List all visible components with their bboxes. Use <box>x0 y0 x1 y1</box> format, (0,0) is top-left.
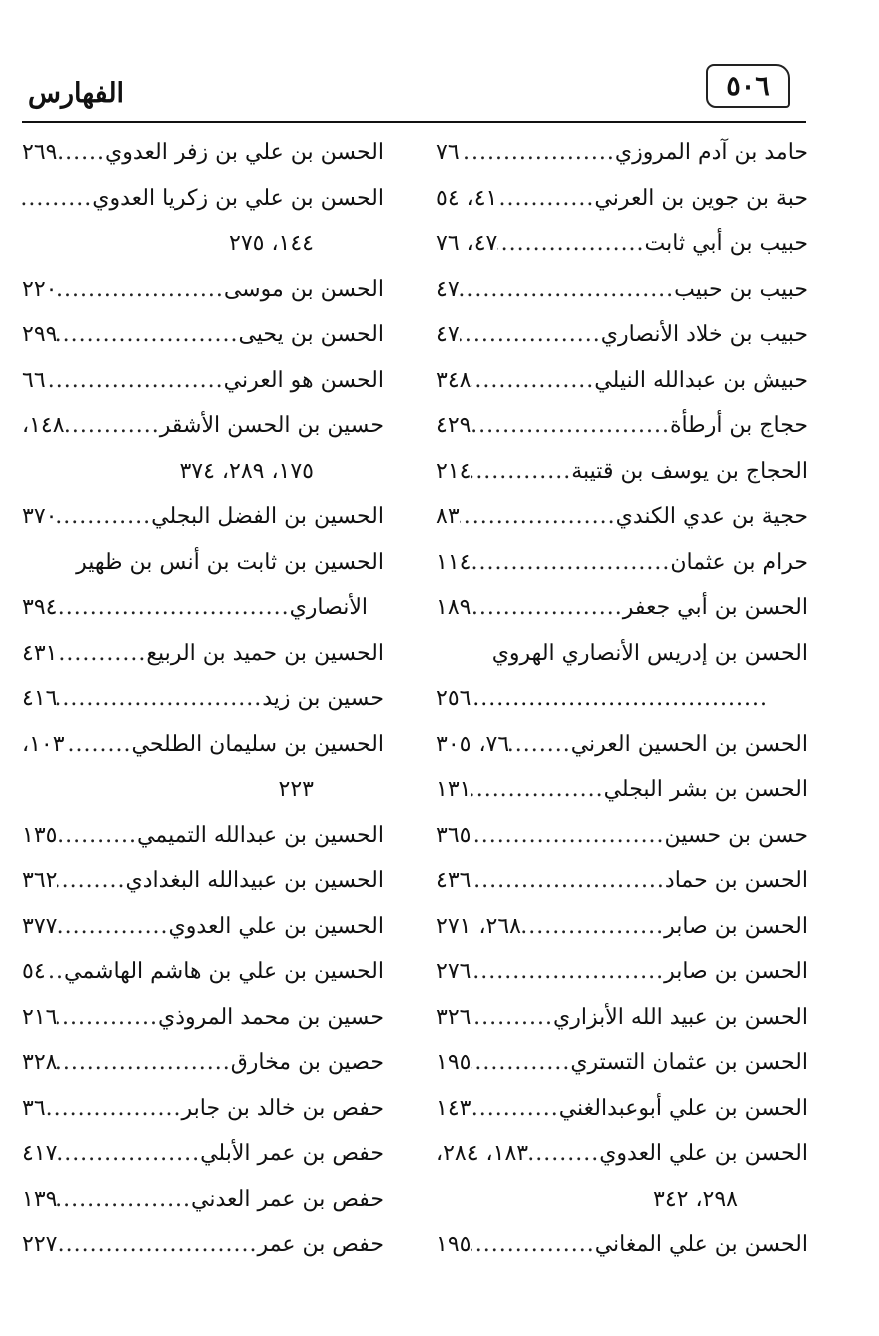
index-column-right <box>436 130 808 1268</box>
entry-pages: ١٣٥ <box>22 822 58 848</box>
entry-name: الحسن بن الحسين العرني <box>570 731 808 757</box>
entry-name: الحسين بن سليمان الطلحي <box>131 731 384 757</box>
leader-dots <box>57 1177 191 1223</box>
leader-dots <box>528 1131 599 1177</box>
leader-dots <box>57 995 158 1041</box>
entry-name: الحسن بن حماد <box>664 868 808 893</box>
index-entry <box>22 676 384 722</box>
index-entry <box>22 949 384 995</box>
entry-name: الحسن بن يحيى <box>238 322 384 347</box>
entry-name: الحسن بن علي أبوعبدالغني <box>558 1095 808 1121</box>
index-entry <box>436 585 808 631</box>
index-entry <box>22 358 384 404</box>
entry-pages: ١٩٥ <box>436 1050 472 1075</box>
leader-dots <box>471 1086 558 1132</box>
entry-name: الحسن بن علي المغاني <box>594 1232 808 1257</box>
entry-name: حفص بن خالد بن جابر <box>181 1095 384 1121</box>
entry-name: حبيش بن عبدالله النيلي <box>594 367 808 393</box>
leader-dots <box>471 767 603 813</box>
leader-dots <box>460 494 616 540</box>
index-entry <box>22 1222 384 1268</box>
entry-name: الحسن بن علي العدوي <box>599 1141 808 1166</box>
index-entry <box>436 267 808 313</box>
leader-dots <box>471 1040 570 1086</box>
entry-name: حبة بن جوين بن العرني <box>594 185 808 211</box>
leader-dots <box>471 813 664 859</box>
entry-pages: ١١٤ <box>436 549 472 575</box>
entry-pages: ٢٧٦ <box>436 959 472 984</box>
entry-name: حفص بن عمر <box>257 1232 384 1257</box>
entry-pages: ٤١٦ <box>22 686 58 711</box>
leader-dots <box>471 676 768 722</box>
leader-dots <box>509 722 571 768</box>
entry-name: حسين بن الحسن الأشقر <box>159 413 384 438</box>
entry-pages: ١٤٨، <box>22 413 65 438</box>
entry-name: حسين بن محمد المروذي <box>157 1004 384 1030</box>
entry-name: الحسين بن الفضل البجلي <box>151 504 384 529</box>
entry-pages: ٣٦ <box>22 1095 46 1121</box>
entry-pages: ٢٥٦ <box>436 686 472 711</box>
entry-pages: ١٨٩ <box>436 595 472 620</box>
index-entry <box>436 130 808 176</box>
entry-pages: ١٩٥ <box>436 1232 472 1257</box>
leader-dots <box>460 267 675 313</box>
leader-dots <box>65 722 132 768</box>
entry-name: الحسن بن بشر البجلي <box>603 777 808 802</box>
index-entry <box>22 904 384 950</box>
entry-name: الحسن بن إدريس الأنصاري الهروي <box>491 640 808 666</box>
entry-name: حامد بن آدم المروزي <box>614 140 808 165</box>
leader-dots <box>57 858 125 904</box>
leader-dots <box>471 403 670 449</box>
index-entry <box>436 1222 808 1268</box>
index-entry <box>436 1086 808 1132</box>
leader-dots <box>471 358 594 404</box>
entry-pages: ١٣٩ <box>22 1186 58 1212</box>
entry-pages: ٢٦٨، ٢٧١ <box>436 913 521 939</box>
index-entry <box>436 1040 808 1086</box>
leader-dots <box>471 540 670 586</box>
index-entry <box>436 904 808 950</box>
entry-pages: ٤١، ٥٤ <box>436 185 498 211</box>
entry-name: الحجاج بن يوسف بن قتيبة <box>571 458 808 484</box>
index-entry <box>436 813 808 859</box>
index-entry <box>22 995 384 1041</box>
index-entry <box>436 221 808 267</box>
entry-pages: ٤٧ <box>436 322 460 347</box>
index-entry <box>436 312 808 358</box>
index-entry <box>22 494 384 540</box>
entry-pages: ٣٦٢ <box>22 868 58 893</box>
index-entry <box>22 403 384 449</box>
page-number: ٥٠٦ <box>706 64 790 108</box>
entry-name: الحسن بن صابر <box>664 959 808 984</box>
index-entry <box>436 176 808 222</box>
entry-name: الحسن بن أبي جعفر <box>622 595 808 620</box>
leader-dots <box>57 813 137 859</box>
leader-dots <box>497 221 644 267</box>
entry-pages: ٢٢٧ <box>22 1232 58 1257</box>
index-entry <box>436 995 808 1041</box>
entry-pages: ١٨٣، ٢٨٤، <box>436 1141 529 1166</box>
page-title: الفهارس <box>28 78 125 109</box>
leader-dots <box>460 312 601 358</box>
leader-dots <box>57 494 151 540</box>
entry-name: الحسن بن عثمان التستري <box>570 1050 808 1075</box>
entry-name: حجية بن عدي الكندي <box>615 504 808 529</box>
index-entry <box>436 1131 808 1177</box>
leader-dots <box>460 130 615 176</box>
entry-pages: ٤٧ <box>436 276 460 302</box>
entry-name: الحسن بن عبيد الله الأبزاري <box>553 1004 808 1030</box>
entry-pages: ٤٣٦ <box>436 868 472 893</box>
index-entry <box>22 130 384 176</box>
entry-name: حبيب بن خلاد الأنصاري <box>600 322 808 347</box>
leader-dots <box>471 449 571 495</box>
index-entry <box>22 722 384 768</box>
entry-pages: ٤٣١ <box>22 640 58 666</box>
index-entry <box>22 1086 384 1132</box>
entry-name: الحسن هو العرني <box>223 367 384 393</box>
entry-name: حبيب بن أبي ثابت <box>644 231 808 256</box>
leader-dots <box>471 1222 594 1268</box>
entry-pages: ٤٧، ٧٦ <box>436 231 498 256</box>
entry-name: الحسين بن علي العدوي <box>168 913 384 939</box>
index-entry <box>436 722 808 768</box>
entry-pages: ٧٦ <box>436 140 460 165</box>
entry-name: حسن بن حسين <box>664 822 808 848</box>
index-entry-continuation: ٢٩٨، ٣٤٢ <box>653 1186 738 1212</box>
entry-pages: ٦٦ <box>22 367 46 393</box>
index-entry <box>22 585 384 631</box>
entry-pages: ٢١٦ <box>22 1004 58 1030</box>
entry-pages: ٣٧٠ <box>22 504 58 529</box>
entry-name: حبيب بن حبيب <box>674 276 808 302</box>
entry-name: الحسين بن حميد بن الربيع <box>146 640 384 666</box>
index-entry <box>436 631 808 677</box>
entry-name: الحسين بن عبيدالله البغدادي <box>125 868 384 893</box>
leader-dots <box>57 267 223 313</box>
index-entry <box>436 767 808 813</box>
entry-pages: ١٤٣ <box>436 1095 472 1121</box>
entry-name: الحسين بن ثابت بن أنس بن ظهير <box>76 549 384 575</box>
leader-dots <box>57 1131 200 1177</box>
leader-dots <box>57 631 146 677</box>
leader-dots <box>471 858 664 904</box>
leader-dots <box>57 676 262 722</box>
index-entry <box>22 176 384 222</box>
entry-name: الحسين بن عبدالله التميمي <box>137 822 384 848</box>
leader-dots <box>521 904 664 950</box>
index-entry <box>22 1040 384 1086</box>
entry-name: حفص بن عمر الأبلي <box>200 1141 384 1166</box>
leader-dots <box>57 904 168 950</box>
entry-name: الحسين بن علي بن هاشم الهاشمي <box>63 959 384 984</box>
index-entry <box>22 312 384 358</box>
index-entry <box>22 267 384 313</box>
entry-name: الحسن بن علي بن زفر العدوي <box>105 140 384 165</box>
leader-dots <box>471 949 664 995</box>
entry-pages: ٤١٧ <box>22 1141 58 1166</box>
entry-name: حجاج بن أرطأة <box>669 413 808 438</box>
index-entry <box>22 631 384 677</box>
entry-pages: ٢٩٩ <box>22 322 58 347</box>
index-column-left <box>22 130 384 1268</box>
index-entry <box>436 358 808 404</box>
page-header <box>0 0 879 125</box>
index-entry <box>22 858 384 904</box>
index-entry-continuation: ١٧٥، ٢٨٩، ٣٧٤ <box>179 458 314 484</box>
leader-dots <box>57 585 289 631</box>
entry-pages: ٣٢٦ <box>436 1004 472 1030</box>
index-entry-continuation: ٢٢٣ <box>278 777 314 802</box>
index-entry <box>22 540 384 586</box>
leader-dots <box>471 995 553 1041</box>
entry-name: الحسن بن صابر <box>664 913 808 939</box>
entry-name: حرام بن عثمان <box>670 549 808 575</box>
index-entry <box>436 858 808 904</box>
indent-spacer <box>768 676 808 722</box>
leader-dots <box>57 130 105 176</box>
leader-dots <box>471 585 622 631</box>
leader-dots <box>46 1086 182 1132</box>
leader-dots <box>497 176 594 222</box>
index-entry <box>436 494 808 540</box>
entry-name: الحسن بن علي بن زكريا العدوي <box>92 185 384 211</box>
entry-name: حصين بن مخارق <box>230 1050 384 1075</box>
entry-pages: ٢٢٠ <box>22 276 58 302</box>
index-entry <box>22 813 384 859</box>
index-entry <box>22 1177 384 1223</box>
entry-pages: ٥٤ <box>22 959 46 984</box>
leader-dots <box>46 949 64 995</box>
entry-pages: ٢٦٩ <box>22 140 58 165</box>
entry-pages: ٣٢٨ <box>22 1050 58 1075</box>
entry-name: الأنصاري <box>289 595 368 620</box>
leader-dots <box>57 1040 230 1086</box>
entry-pages: ١٠٣، <box>22 731 65 757</box>
index-entry <box>436 449 808 495</box>
leader-dots <box>22 176 92 222</box>
entry-pages: ٨٣ <box>436 504 460 529</box>
entry-pages: ٣٤٨ <box>436 367 472 393</box>
entry-name: الحسن بن موسى <box>223 276 384 302</box>
index-entry <box>436 403 808 449</box>
entry-pages: ٧٦، ٣٠٥ <box>436 731 510 757</box>
leader-dots <box>46 358 224 404</box>
leader-dots <box>57 312 238 358</box>
entry-name: حسين بن زيد <box>262 686 384 711</box>
index-entry-continuation <box>436 676 808 722</box>
header-divider <box>22 121 806 123</box>
entry-pages: ٣٦٥ <box>436 822 472 848</box>
entry-pages: ٤٢٩ <box>436 413 472 438</box>
entry-name: حفص بن عمر العدني <box>191 1186 384 1212</box>
index-entry <box>436 949 808 995</box>
leader-dots <box>65 403 160 449</box>
entry-pages: ١٣١ <box>436 777 472 802</box>
index-entry <box>436 540 808 586</box>
index-entry-continuation: ١٤٤، ٢٧٥ <box>229 231 314 256</box>
entry-pages: ٣٧٧ <box>22 913 58 939</box>
index-entry <box>22 1131 384 1177</box>
leader-dots <box>57 1222 257 1268</box>
entry-pages: ٢١٤ <box>436 458 472 484</box>
entry-pages: ٣٩٤ <box>22 595 58 620</box>
